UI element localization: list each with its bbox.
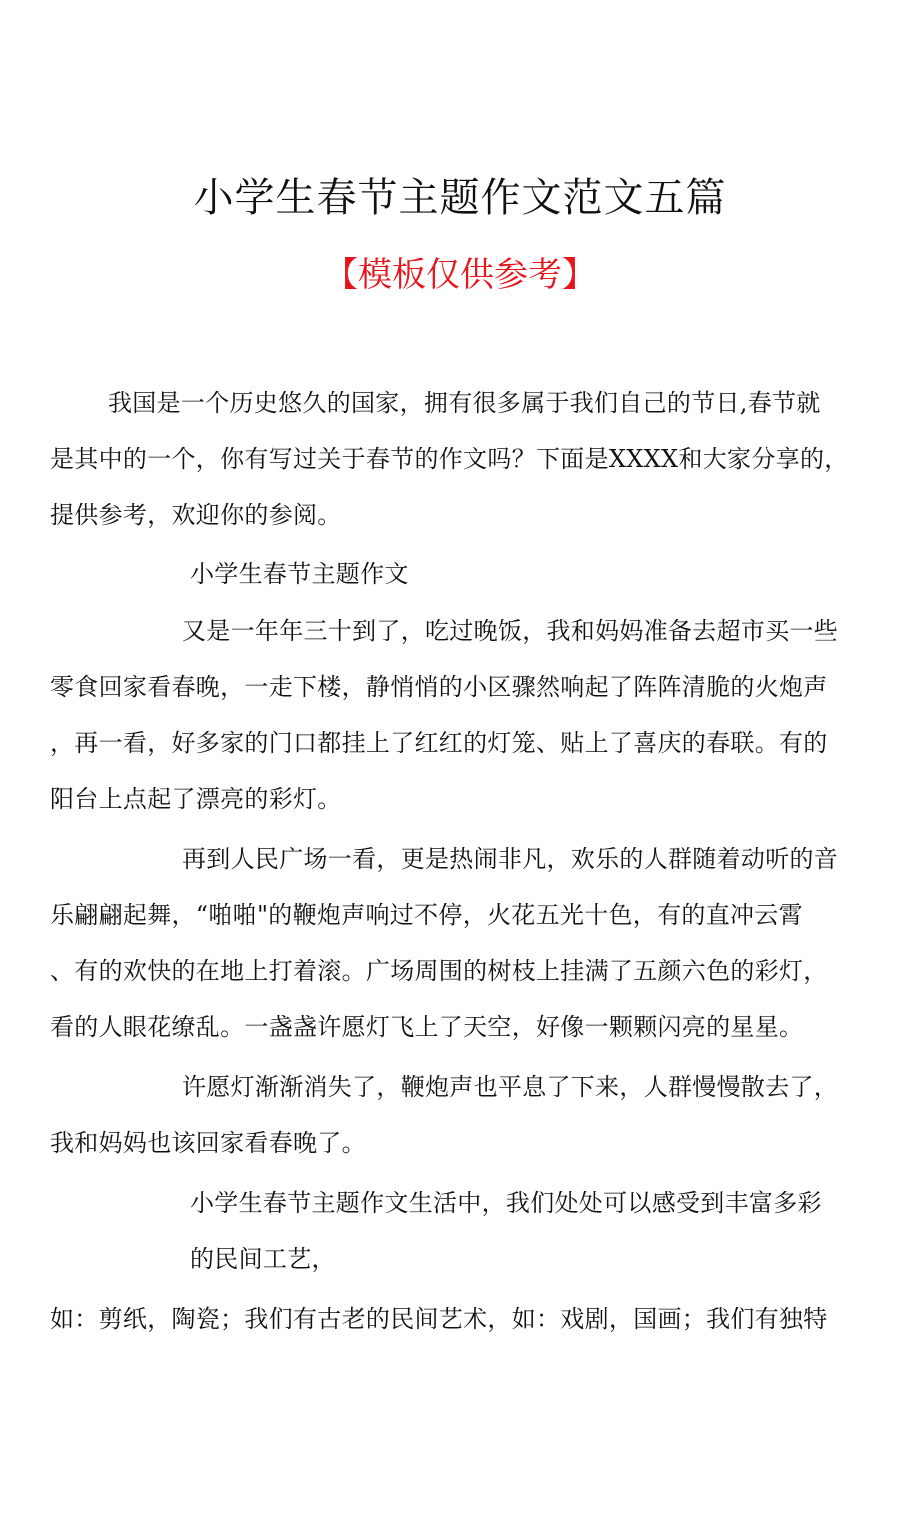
text-line: 阳台上点起了漂亮的彩灯。 [50, 785, 342, 813]
text-line: 我和妈妈也该回家看春晚了。 [50, 1129, 366, 1157]
document-title: 小学生春节主题作文范文五篇 [193, 175, 727, 221]
text-line: 零食回家看春晚，一走下楼，静悄悄的小区骤然响起了阵阵清脆的火炮声 [50, 673, 828, 701]
text-line: 看的人眼花缭乱。一盏盏许愿灯飞上了天空，好像一颗颗闪亮的星星。 [50, 1013, 804, 1041]
text-line: 乐翩翩起舞，“啪啪"的鞭炮声响过不停，火花五光十色，有的直冲云霄 [50, 901, 803, 929]
text-line: ，再一看，好多家的门口都挂上了红红的灯笼、贴上了喜庆的春联。有的 [50, 729, 828, 757]
text-line: 提供参考，欢迎你的参阅。 [50, 501, 342, 529]
section-heading: 小学生春节主题作文生活中，我们处处可以感受到丰富多彩 [190, 1189, 822, 1217]
section-heading: 小学生春节主题作文 [190, 560, 409, 588]
text-line: 的民间工艺， [190, 1245, 336, 1273]
text-line: 又是一年年三十到了，吃过晚饭，我和妈妈准备去超市买一些 [182, 617, 839, 645]
text-line: 如：剪纸，陶瓷；我们有古老的民间艺术，如：戏剧，国画；我们有独特 [50, 1305, 828, 1333]
document-subtitle: 【模板仅供参考】 [324, 255, 596, 295]
text-line: 是其中的一个，你有写过关于春节的作文吗？下面是XXXX和大家分享的， [50, 445, 849, 473]
text-line: 许愿灯渐渐消失了，鞭炮声也平息了下来，人群慢慢散去了， [182, 1073, 839, 1101]
text-line: 再到人民广场一看，更是热闹非凡，欢乐的人群随着动听的音 [182, 845, 839, 873]
text-line: 我国是一个历史悠久的国家，拥有很多属于我们自己的节日,春节就 [108, 389, 821, 417]
text-line: 、有的欢快的在地上打着滚。广场周围的树枝上挂满了五颜六色的彩灯， [50, 957, 828, 985]
